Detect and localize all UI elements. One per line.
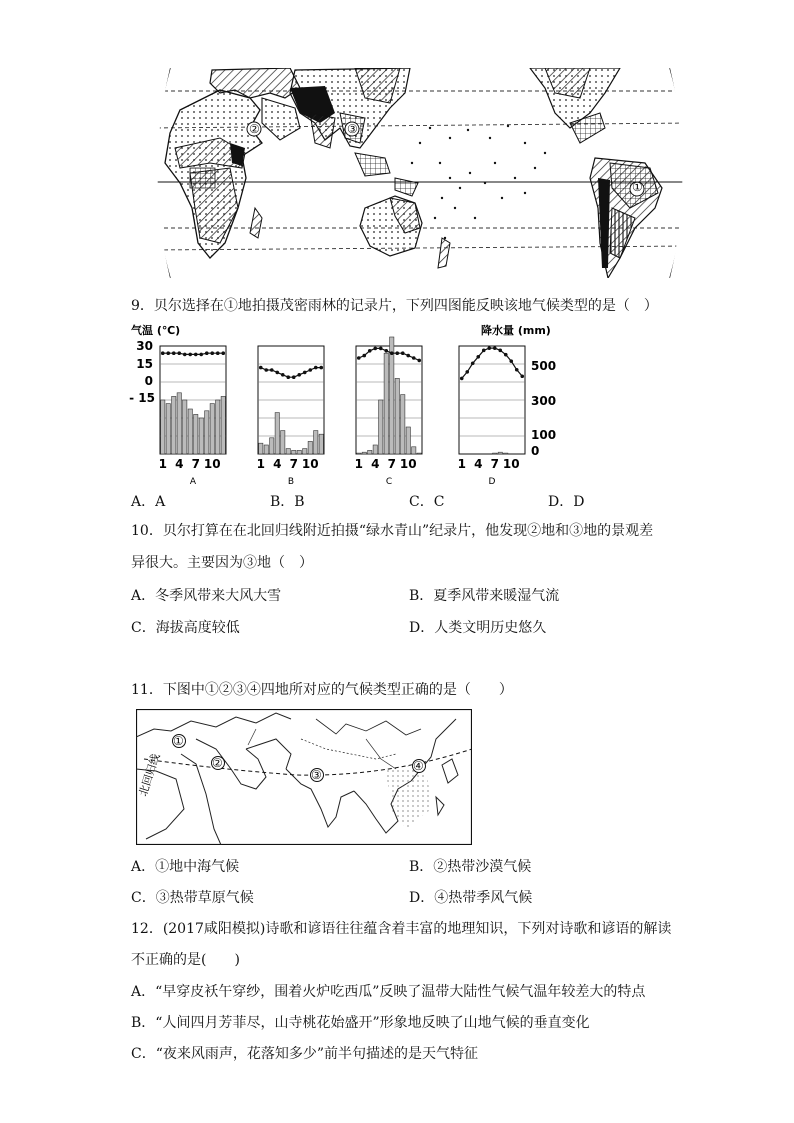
q12-option-b[interactable]: B．“人间四月芳菲尽，山寺桃花始盛开”形象地反映了山地气候的垂直变化 (131, 1015, 590, 1031)
precip-axis-label: 降水量 (mm) (481, 324, 551, 337)
precip-bar-c-11 (412, 447, 416, 454)
temp-point-d-2 (465, 370, 469, 374)
month-tick-a-10: 10 (203, 457, 221, 471)
precip-bar-a-11 (216, 400, 220, 454)
climate-charts (125, 322, 565, 484)
temp-point-d-10 (509, 359, 513, 363)
temp-tick-15: 15 (136, 357, 153, 371)
precip-bar-c-1 (357, 453, 361, 454)
temp-point-d-4 (476, 355, 480, 359)
temp-point-d-9 (504, 353, 508, 357)
precip-bar-a-1 (161, 400, 165, 454)
temp-point-b-2 (264, 368, 268, 372)
month-tick-b-4: 4 (273, 457, 282, 471)
temp-point-d-7 (493, 346, 497, 350)
precip-bar-b-4 (275, 413, 279, 454)
precip-bar-c-8 (395, 378, 399, 454)
q9-option-c[interactable]: C．C (409, 494, 445, 510)
precip-bar-b-11 (314, 431, 318, 454)
panel-label-a: A (189, 477, 197, 484)
temp-point-d-8 (498, 349, 502, 353)
temp-point-a-6 (188, 353, 192, 357)
tropic-of-cancer-label: 北回归线 (136, 752, 163, 798)
month-tick-a-7: 7 (191, 457, 200, 471)
precip-bar-a-6 (188, 409, 192, 454)
precip-bar-a-7 (194, 414, 198, 454)
precip-bar-a-2 (166, 404, 170, 454)
map1-marker-3-label: ③ (347, 122, 358, 136)
precip-bar-d-9 (504, 453, 508, 454)
q11-option-d[interactable]: D．④热带季风气候 (409, 890, 533, 906)
temp-point-b-4 (275, 371, 279, 375)
temp-point-b-1 (259, 366, 263, 370)
temp-point-b-12 (319, 366, 323, 370)
precip-bar-b-7 (292, 450, 296, 454)
temp-point-c-7 (390, 351, 394, 355)
precip-bar-d-8 (498, 452, 502, 454)
map2-marker-1-label: ① (173, 734, 184, 748)
q10-option-c[interactable]: C．海拔高度较低 (131, 620, 240, 636)
precip-bar-b-3 (270, 438, 274, 454)
month-tick-c-10: 10 (399, 457, 417, 471)
q12-option-c[interactable]: C．“夜来风雨声，花落知多少”前半句描述的是天气特征 (131, 1046, 479, 1062)
temp-tick-30: 30 (136, 339, 153, 353)
temp-point-a-3 (172, 351, 176, 355)
temp-point-c-1 (357, 356, 361, 360)
q10-stem-line1: 10．贝尔打算在在北回归线附近拍摄“绿水青山”纪录片，他发现②地和③地的景观差 (131, 523, 654, 539)
precip-bar-b-6 (286, 449, 290, 454)
temp-point-d-3 (471, 361, 475, 365)
precip-bar-c-5 (379, 400, 383, 454)
precip-bar-c-10 (406, 427, 410, 454)
month-tick-a-1: 1 (158, 457, 167, 471)
temp-point-c-4 (373, 347, 377, 351)
precip-bar-b-8 (297, 450, 301, 454)
map2-marker-2-label: ② (212, 756, 223, 770)
temp-point-c-2 (362, 354, 366, 358)
temp-point-b-6 (286, 375, 290, 379)
q9-option-d[interactable]: D．D (548, 494, 585, 510)
temp-tick-0: 0 (144, 374, 153, 388)
precip-bar-a-3 (172, 396, 176, 454)
temp-point-c-9 (401, 351, 405, 355)
temp-point-c-6 (384, 349, 388, 353)
precip-bar-c-2 (362, 452, 366, 454)
precip-bar-a-9 (205, 411, 209, 454)
precip-bar-a-4 (177, 393, 181, 454)
temp-point-d-12 (520, 374, 524, 378)
temp-point-d-11 (515, 368, 519, 372)
temp-axis-label: 气温 (℃) (131, 324, 181, 337)
temp-point-c-3 (368, 349, 372, 353)
map1-marker-2-label: ② (249, 122, 260, 136)
panel-label-c: C (385, 477, 393, 484)
precip-tick-300: 300 (531, 394, 557, 408)
asia-map (136, 709, 472, 845)
q11-stem: 11．下图中①②③④四地所对应的气候类型正确的是（ ） (131, 682, 513, 698)
month-tick-d-1: 1 (457, 457, 466, 471)
precip-tick-100: 100 (531, 428, 557, 442)
temp-point-a-7 (194, 353, 198, 357)
temp-point-d-1 (460, 377, 464, 381)
q10-option-a[interactable]: A．冬季风带来大风大雪 (131, 588, 282, 604)
panel-label-d: D (488, 477, 496, 484)
month-tick-b-10: 10 (301, 457, 319, 471)
precip-bar-c-3 (368, 450, 372, 454)
precip-bar-b-10 (308, 441, 312, 454)
month-tick-c-4: 4 (371, 457, 380, 471)
temp-point-a-8 (199, 353, 203, 357)
temp-point-c-12 (417, 359, 421, 363)
temp-point-a-9 (205, 351, 209, 355)
precip-bar-c-6 (384, 353, 388, 454)
month-tick-b-1: 1 (256, 457, 265, 471)
precip-bar-b-5 (281, 431, 285, 454)
precip-bar-a-5 (183, 400, 187, 454)
temp-point-d-5 (482, 349, 486, 353)
q12-stem-line1: 12．(2017咸阳模拟)诗歌和谚语往往蕴含着丰富的地理知识，下列对诗歌和谚语的解读 (131, 921, 672, 937)
q11-option-c[interactable]: C．③热带草原气候 (131, 890, 254, 906)
month-tick-d-10: 10 (502, 457, 520, 471)
q10-stem-line2: 异很大。主要因为③地（ ） (131, 555, 313, 571)
q9-stem: 9．贝尔选择在①地拍摄茂密雨林的记录片，下列四图能反映该地气候类型的是（ ） (131, 298, 658, 314)
temp-point-d-6 (487, 346, 491, 350)
temp-point-b-10 (308, 368, 312, 372)
q12-option-a[interactable]: A．“早穿皮袄午穿纱，围着火炉吃西瓜”反映了温带大陆性气候气温年较差大的特点 (131, 984, 646, 1000)
temp-point-c-11 (412, 356, 416, 360)
precip-bar-c-12 (417, 453, 421, 454)
month-tick-d-4: 4 (474, 457, 483, 471)
precip-bar-c-4 (373, 445, 377, 454)
temp-point-a-12 (221, 351, 225, 355)
map1-marker-1-label: ① (632, 180, 643, 194)
precip-bar-a-12 (221, 396, 225, 454)
temp-point-a-4 (177, 351, 181, 355)
q9-option-b[interactable]: B．B (270, 494, 305, 510)
month-tick-a-4: 4 (175, 457, 184, 471)
precip-bar-a-8 (199, 418, 203, 454)
temp-point-c-5 (379, 347, 383, 351)
q10-option-d[interactable]: D．人类文明历史悠久 (409, 620, 547, 636)
precip-bar-b-12 (319, 434, 323, 454)
precip-tick-500: 500 (531, 359, 557, 373)
precip-bar-b-1 (259, 443, 263, 454)
precip-tick-0: 0 (531, 444, 540, 458)
precip-bar-a-10 (210, 404, 214, 454)
precip-bar-b-2 (264, 445, 268, 454)
panel-label-b: B (287, 477, 295, 484)
temp-point-b-9 (303, 371, 307, 375)
q11-option-a[interactable]: A．①地中海气候 (131, 859, 240, 875)
temp-point-b-5 (281, 373, 285, 377)
temp-point-b-3 (270, 368, 274, 372)
temp-point-c-10 (406, 354, 410, 358)
precip-bar-c-9 (401, 395, 405, 454)
q12-stem-line2: 不正确的是( ) (131, 952, 240, 968)
q10-option-b[interactable]: B．夏季风带来暖湿气流 (409, 588, 560, 604)
temp-point-a-2 (166, 351, 170, 355)
temp-point-a-11 (216, 351, 220, 355)
temp-point-c-8 (395, 351, 399, 355)
temp-point-a-10 (210, 351, 214, 355)
month-tick-c-7: 7 (387, 457, 396, 471)
temp-point-b-7 (292, 375, 296, 379)
month-tick-d-7: 7 (490, 457, 499, 471)
precip-bar-b-9 (303, 449, 307, 454)
q9-option-a[interactable]: A．A (131, 494, 166, 510)
temp-point-b-8 (297, 373, 301, 377)
map2-marker-3-label: ③ (311, 768, 322, 782)
world-climate-map (150, 68, 690, 278)
temp-tick-m15: - 15 (129, 391, 155, 405)
temp-point-a-1 (161, 351, 165, 355)
q11-option-b[interactable]: B．②热带沙漠气候 (409, 859, 532, 875)
map2-marker-4-label: ④ (413, 759, 424, 773)
temp-point-a-5 (183, 353, 187, 357)
precip-bar-d-7 (493, 453, 497, 454)
temp-point-b-11 (314, 366, 318, 370)
month-tick-b-7: 7 (289, 457, 298, 471)
month-tick-c-1: 1 (354, 457, 363, 471)
